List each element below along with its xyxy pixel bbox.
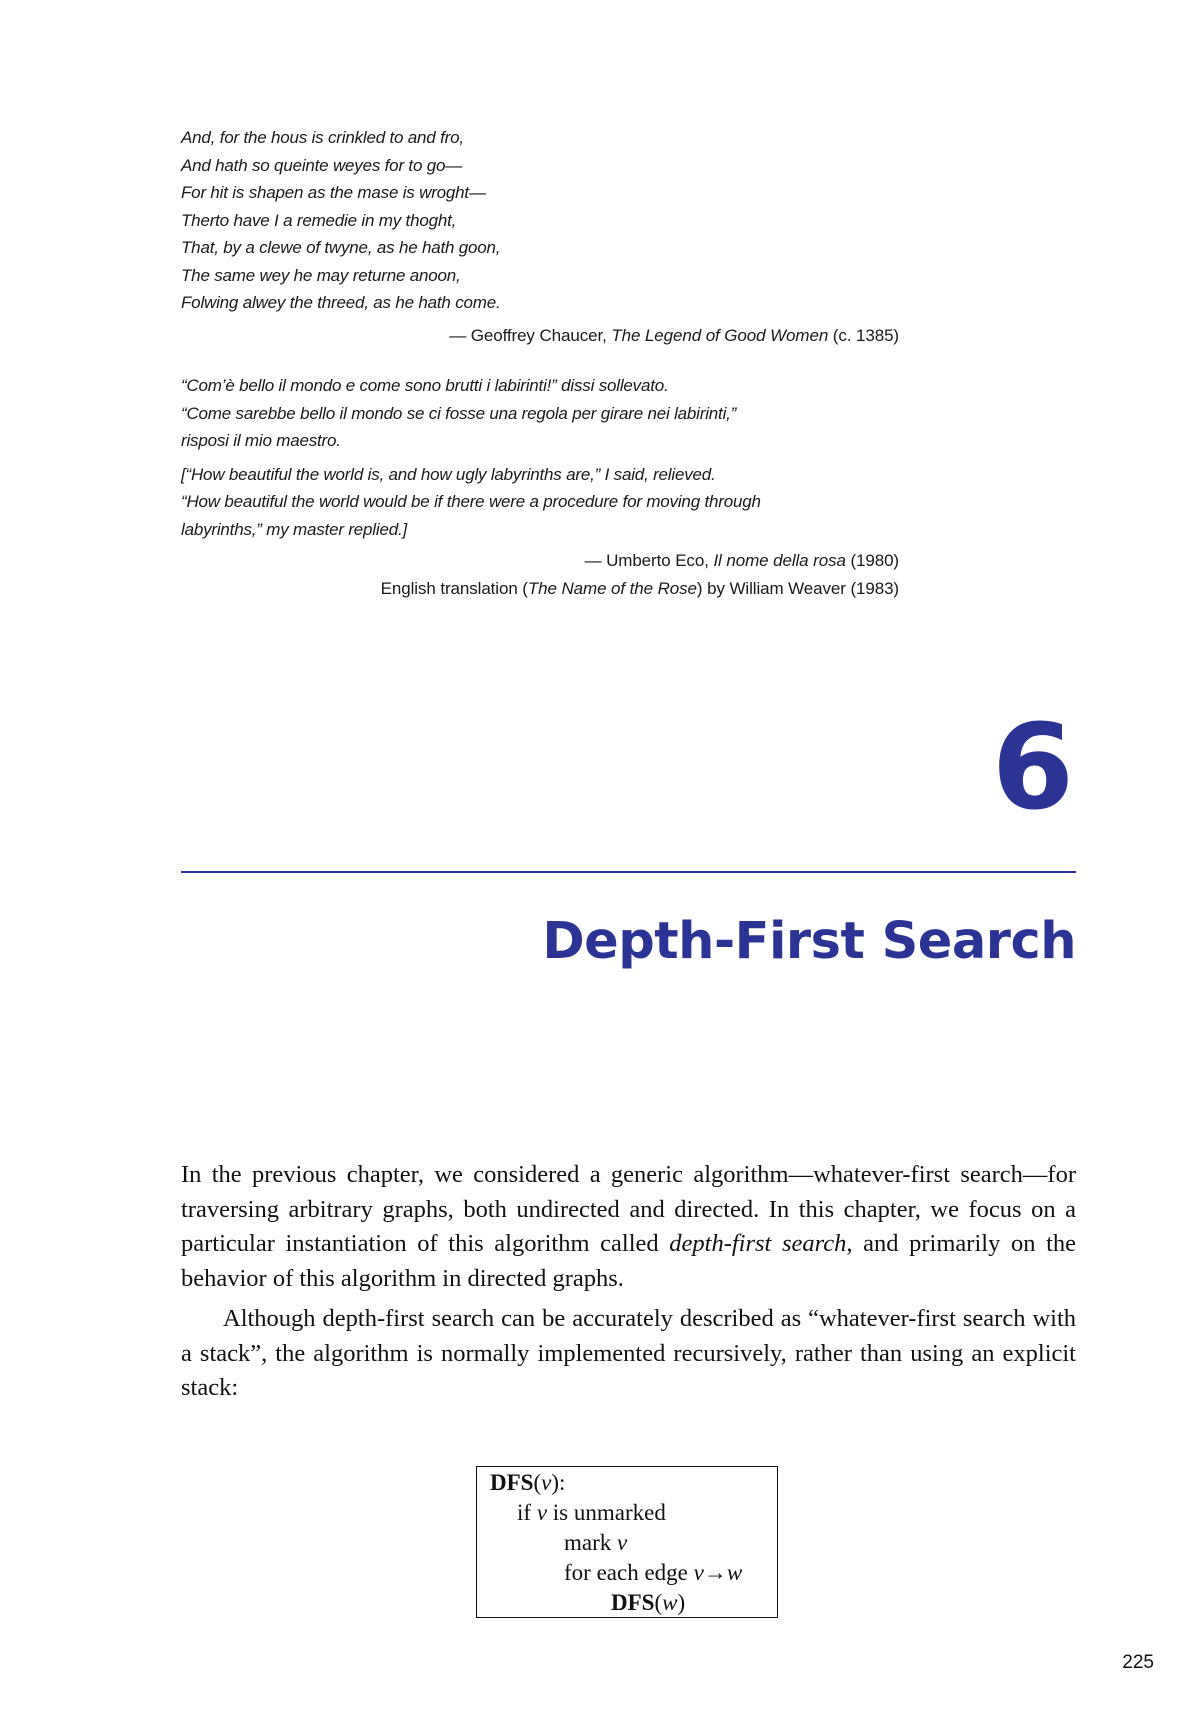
page-number: 225 [1122, 1652, 1154, 1673]
epigraph-line: “How beautiful the world would be if there were a procedure for moving through [181, 492, 761, 511]
term-emphasis: depth-first search [669, 1230, 847, 1257]
attribution-work: The Name of the Rose [527, 578, 697, 598]
attribution-prefix: — Umberto Eco, [584, 551, 714, 570]
translation-attribution [181, 575, 899, 603]
attribution-prefix: — Geoffrey Chaucer, [449, 325, 612, 345]
attribution-work: Il nome della rosa [713, 551, 846, 570]
code-line-3: mark v [564, 1530, 628, 1555]
epigraph-line: “Com’è bello il mondo e come sono brutti i labirinti!” dissi sollevato. [181, 376, 669, 395]
arrow-icon: → [703, 1560, 727, 1585]
epigraph-line: And hath so queinte weyes for to go— [181, 155, 463, 175]
paragraph-text: , and primarily on the behavior of this algorithm in directed graphs. [181, 1230, 1076, 1292]
epigraph-chaucer [181, 124, 899, 349]
chapter-title: Depth-First Search [542, 912, 1076, 971]
epigraph-line: The same wey he may returne anoon, [181, 265, 461, 285]
epigraph-line: “Come sarebbe bello il mondo se ci fosse una regola per girare nei labirinti,” [181, 403, 737, 423]
code-keyword: DFS [611, 1590, 655, 1615]
attribution-suffix: ) by William Weaver (1983) [696, 578, 899, 598]
pseudocode-box [476, 1466, 778, 1618]
chapter-divider [181, 871, 1076, 873]
epigraph-line: Therto have I a remedie in my thoght, [181, 210, 457, 230]
epigraph-line: For hit is shapen as the mase is wroght— [181, 183, 486, 202]
code-line-4: for each edge v→w [564, 1560, 743, 1585]
code-line-5: DFS(w) [611, 1590, 686, 1615]
epigraph-line: That, by a clewe of twyne, as he hath goon, [181, 238, 501, 257]
attribution-prefix: English translation ( [380, 578, 528, 598]
paragraph [181, 1158, 1076, 1296]
attribution-suffix: (1980) [845, 551, 899, 570]
epigraph-attribution [181, 547, 899, 575]
body-text [181, 1158, 1076, 1406]
paragraph-text: In the previous chapter, we considered a generic algorithm—whatever-first search—for traversing arbitrary graphs, both undirected and directed. In this chapter, we focus on a particular instantiation of this algorithm called [181, 1161, 1076, 1257]
epigraph-line: [“How beautiful the world is, and how ugly labyrinths are,” I said, relieved. [181, 464, 716, 484]
code-line-1: DFS(v): [490, 1470, 566, 1495]
epigraph-attribution [181, 322, 899, 350]
attribution-suffix: (c. 1385) [828, 325, 899, 345]
epigraph-line: And, for the hous is crinkled to and fro, [181, 128, 464, 147]
attribution-work: The Legend of Good Women [611, 325, 829, 345]
epigraph-line: labyrinths,” my master replied.] [181, 519, 408, 539]
epigraph-line: risposi il mio maestro. [181, 431, 341, 450]
paragraph: Although depth-first search can be accurately described as “whatever-first search with a stack”, the algorithm is normally implemented recursively, rather than using an explicit stack: [181, 1305, 1076, 1401]
chapter-number: 6 [991, 698, 1074, 836]
code-line-2: if v is unmarked [517, 1500, 666, 1525]
epigraph-line: Folwing alwey the threed, as he hath come. [181, 293, 501, 312]
code-keyword: DFS [490, 1470, 534, 1495]
epigraph-eco [181, 372, 899, 602]
